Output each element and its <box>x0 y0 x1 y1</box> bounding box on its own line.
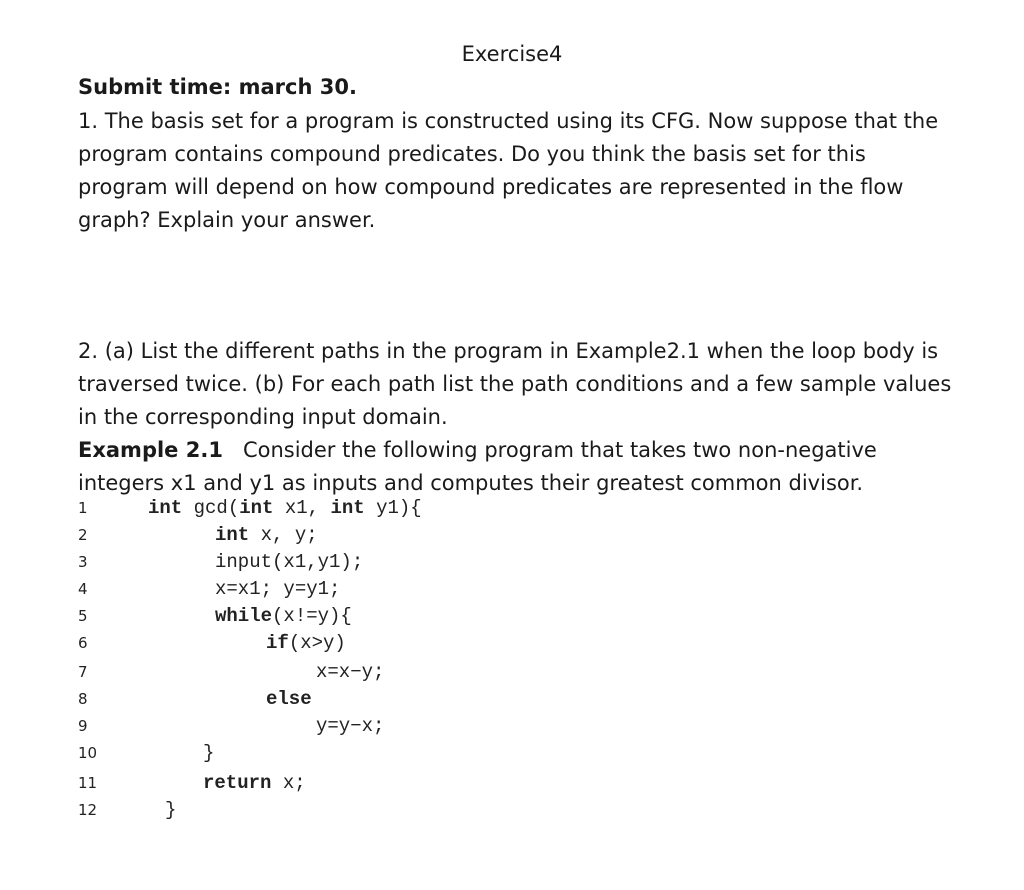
line-number: 7 <box>78 663 88 681</box>
code-text: else <box>266 688 312 710</box>
code-text: x=x1; y=y1; <box>215 578 341 600</box>
code-text: } <box>203 742 215 764</box>
code-line <box>78 799 578 825</box>
code-line <box>78 772 578 798</box>
line-number: 4 <box>78 580 88 598</box>
code-text: input(x1,y1); <box>215 551 364 573</box>
line-number: 3 <box>78 553 88 571</box>
line-number: 6 <box>78 634 88 652</box>
code-text: int gcd(int x1, int y1){ <box>148 497 422 519</box>
line-number: 5 <box>78 607 88 625</box>
code-line <box>78 578 578 604</box>
code-text: } <box>165 799 177 821</box>
line-number: 9 <box>78 717 88 735</box>
code-text: return x; <box>203 772 306 794</box>
code-line <box>78 688 578 714</box>
question-2: 2. (a) List the different paths in the program in Example2.1 when the loop body is traversed twice. (b) For each path list the path conditions and a few sample values in the corresponding input domain. <box>78 339 952 429</box>
line-number: 12 <box>78 801 98 819</box>
question-1: 1. The basis set for a program is constructed using its CFG. Now suppose that the program contains compound predicates. Do you think the basis set for this program will depend on how compound predicates are represented in the flow graph? Explain your answer. <box>78 109 939 232</box>
line-number: 8 <box>78 690 88 708</box>
page-title: Exercise4 <box>461 42 563 66</box>
submit-deadline: Submit time: march 30. <box>78 75 357 99</box>
code-text: while(x!=y){ <box>215 605 352 627</box>
example-label: Example 2.1 <box>78 438 223 462</box>
example-paragraph <box>78 434 958 500</box>
code-line <box>78 524 578 550</box>
code-line <box>78 742 578 768</box>
code-text: x=x−y; <box>316 661 385 683</box>
code-line <box>78 661 578 687</box>
line-number: 11 <box>78 774 98 792</box>
code-line <box>78 497 578 523</box>
example-text: Consider the following program that takes two non-negative integers x1 and y1 as inputs and computes their greatest common divisor. <box>78 438 877 495</box>
code-line <box>78 715 578 741</box>
code-line <box>78 551 578 577</box>
line-number: 2 <box>78 526 88 544</box>
line-number: 1 <box>78 499 88 517</box>
code-text: if(x>y) <box>266 632 346 654</box>
code-line <box>78 632 578 658</box>
code-text: int x, y; <box>215 524 318 546</box>
code-line <box>78 605 578 631</box>
line-number: 10 <box>78 744 98 762</box>
code-text: y=y−x; <box>316 715 385 737</box>
